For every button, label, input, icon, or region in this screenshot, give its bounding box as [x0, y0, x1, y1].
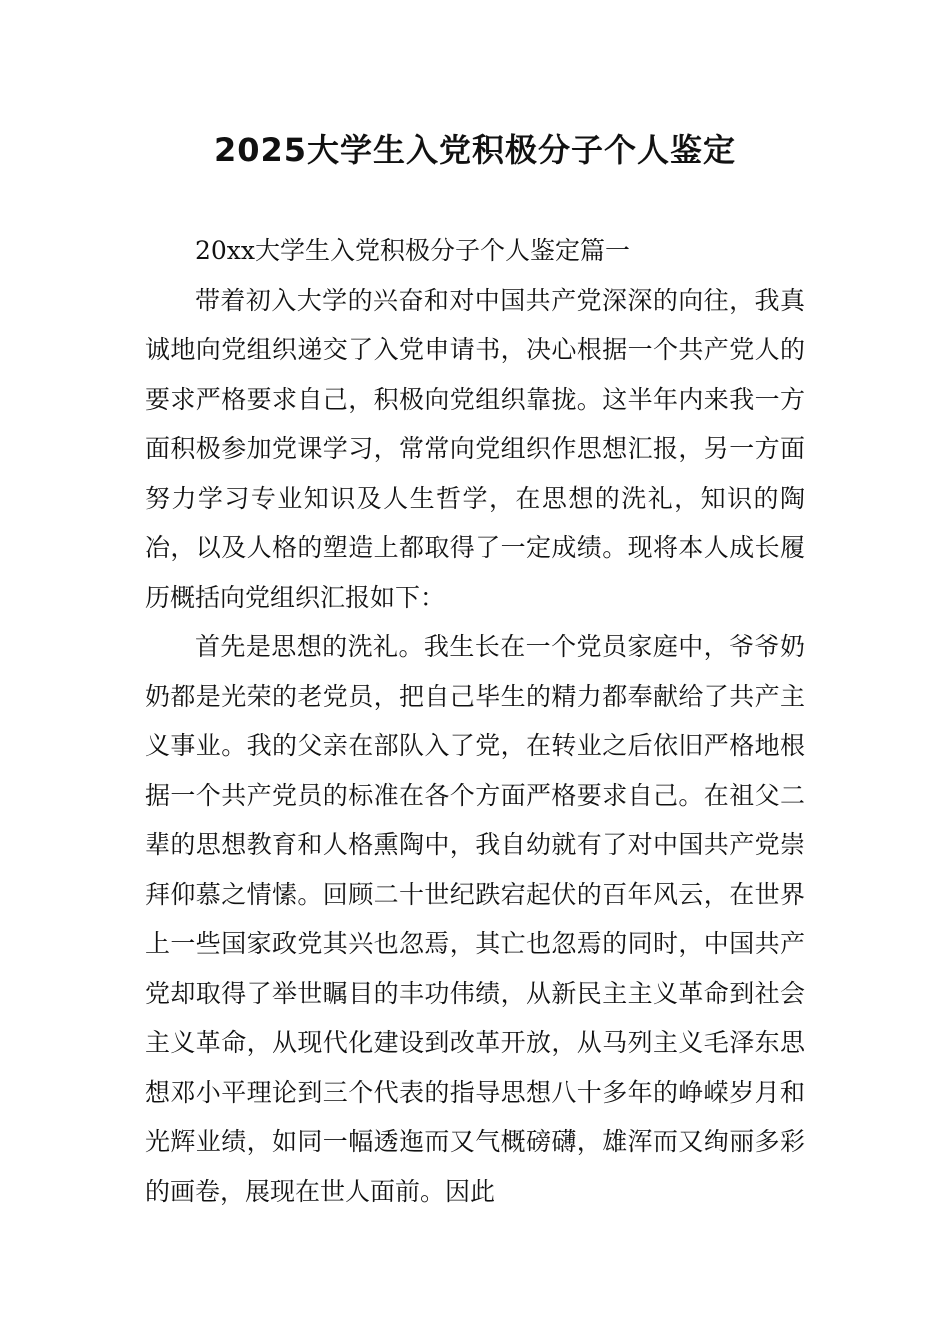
section-heading: 20xx大学生入党积极分子个人鉴定篇一: [195, 236, 631, 265]
document-body: [145, 226, 805, 1216]
paragraph-thought: 首先是思想的洗礼。我生长在一个党员家庭中，爷爷奶奶都是光荣的老党员，把自己毕生的精力都奉献给了共产主义事业。我的父亲在部队入了党，在转业之后依旧严格地根据一个共产党员的标准在各个方面严格要求自己。在祖父二辈的思想教育和人格熏陶中，我自幼就有了对中国共产党崇拜仰慕之情愫。回顾二十世纪跌宕起伏的百年风云，在世界上一些国家政党其兴也忽焉，其亡也忽焉的同时，中国共产党却取得了举世瞩目的丰功伟绩，从新民主主义革命到社会主义革命，从现代化建设到改革开放，从马列主义毛泽东思想邓小平理论到三个代表的指导思想八十多年的峥嵘岁月和光辉业绩，如同一幅透迤而又气概磅礴，雄浑而又绚丽多彩的画卷，展现在世人面前。因此: [145, 632, 805, 1206]
document-title: 2025大学生入党积极分子个人鉴定: [213, 131, 737, 169]
paragraph-intro: 带着初入大学的兴奋和对中国共产党深深的向往，我真诚地向党组织递交了入党申请书，决心根据一个共产党人的要求严格要求自己，积极向党组织靠拢。这半年内来我一方面积极参加党课学习，常常向党组织作思想汇报，另一方面努力学习专业知识及人生哲学，在思想的洗礼，知识的陶冶，以及人格的塑造上都取得了一定成绩。现将本人成长履历概括向党组织汇报如下：: [145, 285, 805, 612]
